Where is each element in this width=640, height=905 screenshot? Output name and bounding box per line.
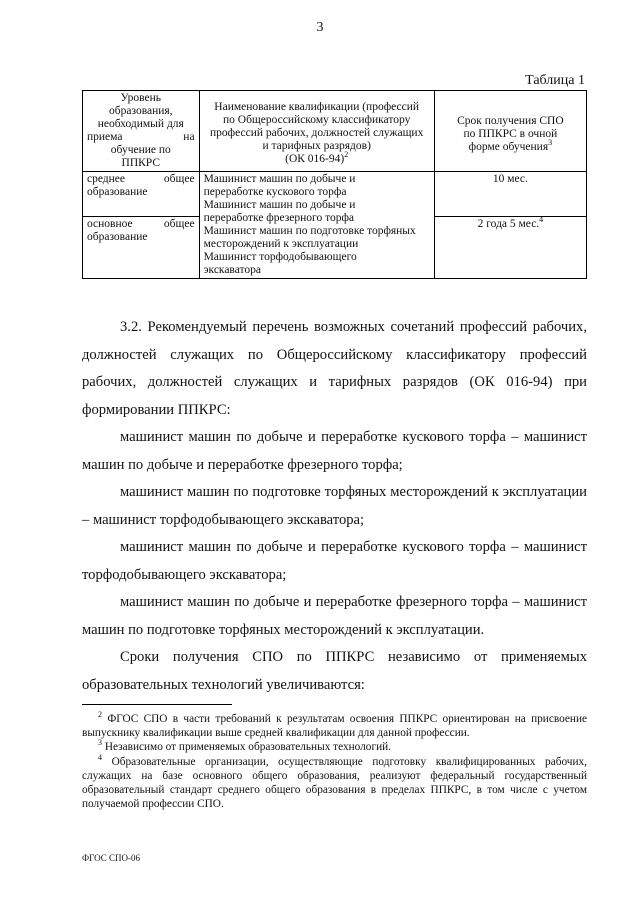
row1-term: 10 мес. xyxy=(492,173,528,185)
header-education-level xyxy=(83,91,200,172)
footer-label: ФГОС СПО-06 xyxy=(82,853,140,863)
header-col2-line: профессий рабочих, должностей служащих xyxy=(210,127,424,139)
footnote-text: ФГОС СПО в части требований к результатам освоения ППКРС ориентирован на присвоение выпускнику квалификации выше средней квалификации для данной профессии. xyxy=(82,713,588,740)
row2-level-line: основное общее xyxy=(87,218,195,230)
table-header-row xyxy=(83,91,587,172)
section-intro: 3.2. Рекомендуемый перечень возможных сочетаний профессий рабочих, должностей служащих по Общероссийскому классификатору профессий рабочих, должностей служащих и тарифных разрядов (ОК 016-94) при формировании ППКРС: xyxy=(82,319,587,418)
header-col2-code-line xyxy=(204,150,430,166)
qualification-line: переработке фрезерного торфа xyxy=(203,212,355,224)
table-row xyxy=(83,172,587,217)
footnote-text: Независимо от применяемых образовательных технологий. xyxy=(104,741,391,754)
row2-study-term xyxy=(434,217,586,279)
header-col3-text: форме обучения xyxy=(468,141,549,153)
footnote-number: 2 xyxy=(98,710,102,720)
qualification-line: Машинист машин по добыче и xyxy=(203,173,356,185)
header-col2-line: по Общероссийскому классификатору xyxy=(223,114,411,126)
footnotes xyxy=(82,712,587,811)
qualifications-cell xyxy=(199,172,434,279)
row1-level-line: среднее общее xyxy=(87,173,195,185)
header-col3-line: Срок получения СПО xyxy=(457,115,564,127)
footnote-number: 4 xyxy=(98,752,102,762)
footnote-ref-2: 2 xyxy=(344,150,349,160)
combination-item: машинист машин по подготовке торфяных месторождений к эксплуатации – машинист торфодобывающего экскаватора; xyxy=(82,484,587,528)
row2-education-level xyxy=(83,217,200,279)
row2-level-line: образование xyxy=(87,231,148,243)
combination-item: машинист машин по добыче и переработке кускового торфа – машинист торфодобывающего экскаватора; xyxy=(82,539,587,583)
footnote-text: Образовательные организации, осуществляющие подготовку квалифицированных рабочих, служащих на базе основного общего образования, реализуют федеральный государственный образовательный стандарт среднего общего образования в пределах ППКРС, в том числе с учетом получаемой профессии СПО. xyxy=(82,755,588,811)
table-caption: Таблица 1 xyxy=(525,73,585,88)
header-col2-code: (ОК 016-94) xyxy=(285,153,345,165)
row1-study-term xyxy=(434,172,586,217)
qualification-line: Машинист торфодобывающего xyxy=(203,251,357,263)
header-col1-line: ППКРС xyxy=(121,157,161,169)
closing-paragraph: Сроки получения СПО по ППКРС независимо от применяемых образовательных технологий увеличиваются: xyxy=(82,649,587,693)
footnote-ref-4: 4 xyxy=(539,215,544,225)
footnote xyxy=(82,712,587,740)
page-number: 3 xyxy=(316,20,324,35)
header-col3-last-line xyxy=(439,138,582,154)
header-col3-line: по ППКРС в очной xyxy=(463,128,558,140)
qualification-line: переработке кускового торфа xyxy=(203,186,347,198)
footnote-number: 3 xyxy=(98,738,102,748)
header-col2-line: Наименование квалификации (профессий xyxy=(214,101,420,113)
qualification-line: месторождений к эксплуатации xyxy=(203,238,359,250)
header-col1-line: обучение по xyxy=(110,144,171,156)
header-col1-line: Уровень xyxy=(120,92,162,104)
row1-level-line: образование xyxy=(87,186,148,198)
row1-education-level xyxy=(83,172,200,217)
footnote-separator xyxy=(82,704,232,705)
combination-item: машинист машин по добыче и переработке фрезерного торфа – машинист машин по подготовке торфяных месторождений к эксплуатации. xyxy=(82,594,587,638)
combination-item: машинист машин по добыче и переработке кускового торфа – машинист машин по добыче и переработке фрезерного торфа; xyxy=(82,429,587,473)
body-section xyxy=(82,314,587,699)
header-col1-line: образования, xyxy=(109,105,173,117)
header-col1-line: необходимый для xyxy=(97,118,184,130)
qualification-line: экскаватора xyxy=(203,264,261,276)
qualification-table xyxy=(82,90,587,279)
header-qualification-name xyxy=(199,91,434,172)
header-col2-line: и тарифных разрядов) xyxy=(262,140,371,152)
footnote-ref-3: 3 xyxy=(548,138,553,148)
qualification-line: Машинист машин по подготовке торфяных xyxy=(203,225,416,237)
header-col1-line: приема на xyxy=(87,131,195,143)
row2-term: 2 года 5 мес. xyxy=(477,218,540,230)
qualification-line: Машинист машин по добыче и xyxy=(203,199,356,211)
header-study-term xyxy=(434,91,586,172)
footnote xyxy=(82,740,587,754)
footnote xyxy=(82,752,588,812)
